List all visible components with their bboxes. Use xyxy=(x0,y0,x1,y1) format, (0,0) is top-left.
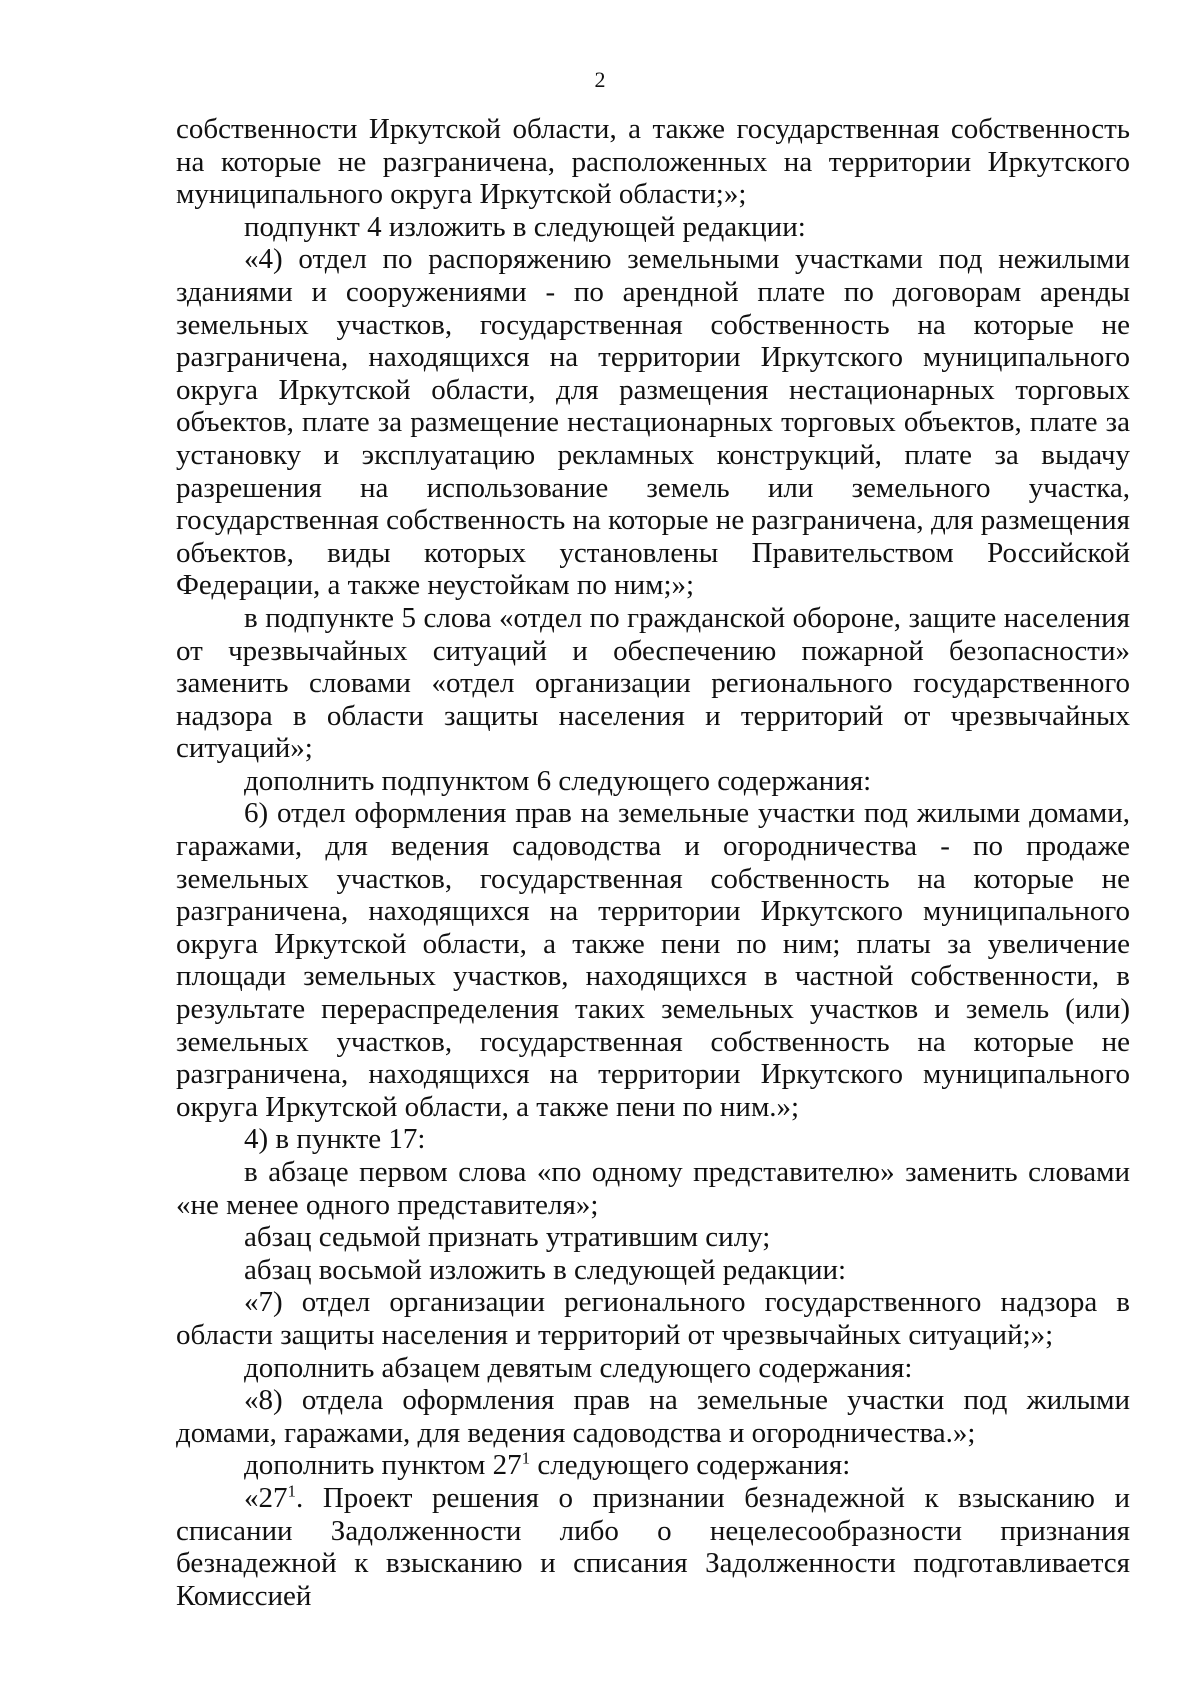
superscript: 1 xyxy=(287,1481,296,1501)
paragraph: подпункт 4 изложить в следующей редакции: xyxy=(244,210,806,243)
paragraph: в абзаце первом слова «по одному представителю» заменить словами «не менее одного представителя»; xyxy=(176,1156,1130,1221)
paragraph: «8) отдела оформления прав на земельные участки под жилыми домами, гаражами, для ведения садоводства и огородничества.»; xyxy=(176,1384,1130,1449)
paragraph: «4) отдел по распоряжению земельными участками под нежилыми зданиями и сооружениями - по арендной плате по договорам аренды земельных участков, государственная собственность на которые не разграничена, находящихся на территории Иркутского муниципального округа Иркутской области, для размещения нестационарных торговых объектов, плате за размещение нестационарных торговых объектов, плате за установку и эксплуатацию рекламных конструкций, плате за выдачу разрешения на использование земель или земельного участка, государственная собственность на которые не разграничена, для размещения объектов, виды которых установлены Правительством Российской Федерации, а также неустойкам по ним;»; xyxy=(176,243,1130,602)
paragraph: абзац восьмой изложить в следующей редакции: xyxy=(244,1253,847,1286)
paragraph-text-start: дополнить пунктом 27 xyxy=(244,1449,522,1482)
paragraph: «7) отдел организации регионального государственного надзора в области защиты населения и территорий от чрезвычайных ситуаций;»; xyxy=(176,1286,1130,1351)
paragraph-text-end: следующего содержания: xyxy=(530,1449,851,1482)
paragraph: дополнить абзацем девятым следующего содержания: xyxy=(244,1351,913,1384)
page-number: 2 xyxy=(594,67,606,92)
document-body xyxy=(176,113,1130,1612)
paragraph-text-end: . Проект решения о признании безнадежной к взысканию и списании Задолженности либо о нецелесообразности признания безнадежной к взысканию и списания Задолженности подготавливается Комиссией xyxy=(176,1481,1130,1612)
paragraph: 4) в пункте 17: xyxy=(244,1123,426,1156)
paragraph: абзац седьмой признать утратившим силу; xyxy=(244,1221,771,1254)
paragraph xyxy=(176,1482,1130,1612)
superscript: 1 xyxy=(521,1448,531,1468)
paragraph: дополнить подпунктом 6 следующего содержания: xyxy=(244,764,872,797)
paragraph: в подпункте 5 слова «отдел по гражданской обороне, защите населения от чрезвычайных ситуаций и обеспечению пожарной безопасности» заменить словами «отдел организации регионального государственного надзора в области защиты населения и территорий от чрезвычайных ситуаций»; xyxy=(176,601,1130,765)
paragraph: собственности Иркутской области, а также государственная собственность на которые не разграничена, расположенных на территории Иркутского муниципального округа Иркутской области;»; xyxy=(176,113,1130,211)
paragraph xyxy=(176,1449,1130,1482)
paragraph: 6) отдел оформления прав на земельные участки под жилыми домами, гаражами, для ведения садоводства и огородничества - по продаже земельных участков, государственная собственность на которые не разграничена, находящихся на территории Иркутского муниципального округа Иркутской области, а также пени по ним; платы за увеличение площади земельных участков, находящихся в частной собственности, в результате перераспределения таких земельных участков и земель (или) земельных участков, государственная собственность на которые не разграничена, находящихся на территории Иркутского муниципального округа Иркутской области, а также пени по ним.»; xyxy=(176,797,1130,1123)
paragraph-text-start: «27 xyxy=(244,1481,288,1514)
